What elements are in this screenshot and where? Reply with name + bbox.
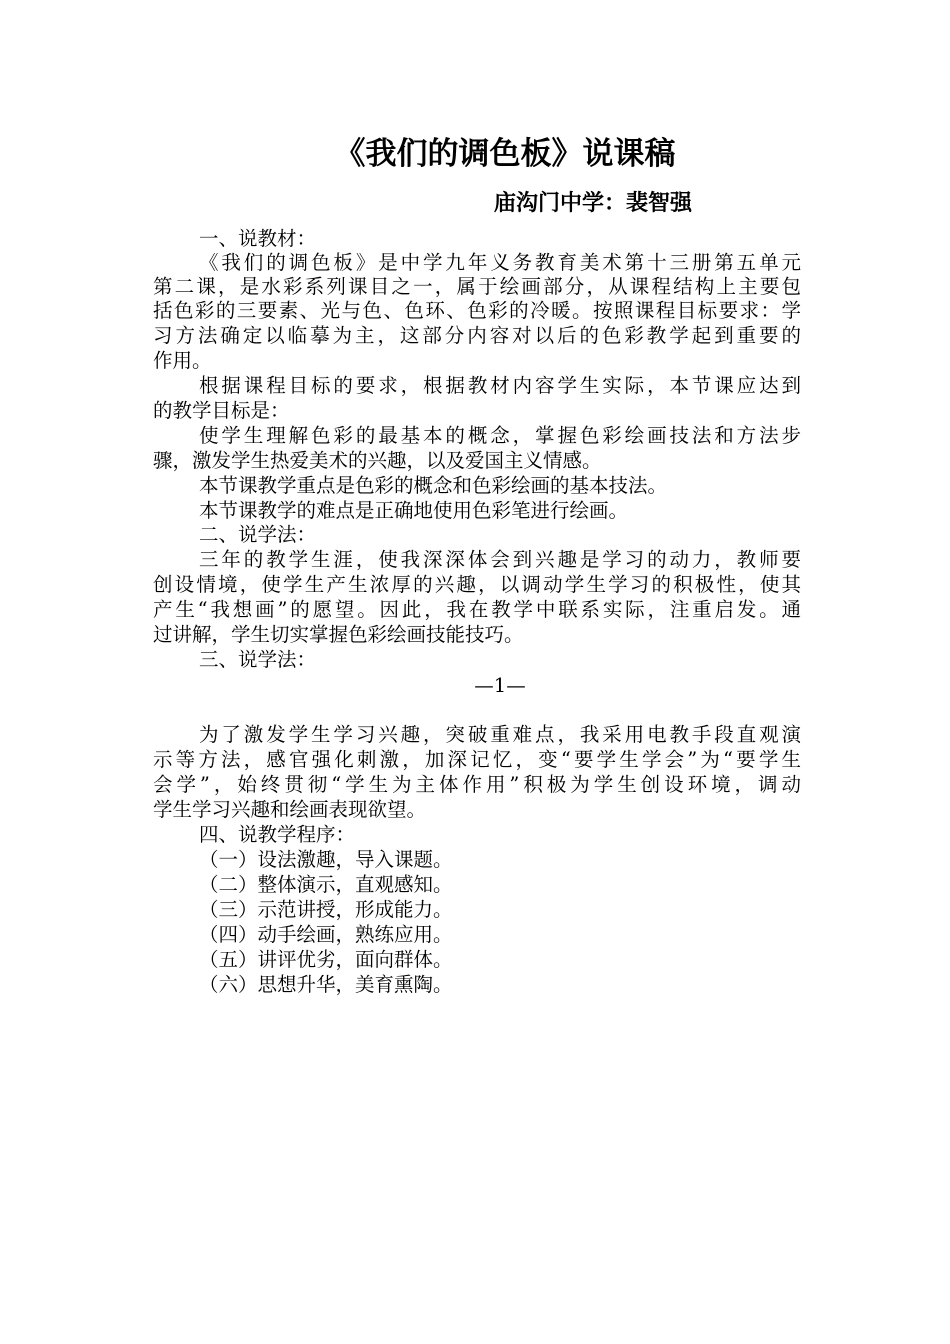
list-item: （四）动手绘画，熟练应用。 [199, 923, 453, 946]
list-item: （六）思想升华，美育熏陶。 [199, 973, 453, 996]
section-heading: 三、说学法： [199, 648, 317, 671]
section-heading: 二、说学法： [199, 523, 317, 546]
list-item: （三）示范讲授，形成能力。 [199, 898, 453, 921]
text-line: 示等方法，感官强化刺激，加深记忆，变“要学生学会”为“要学生 [153, 748, 801, 771]
text-line: 创设情境，使学生产生浓厚的兴趣，以调动学生学习的积极性，使其 [153, 573, 801, 596]
page-number: —1— [474, 674, 526, 697]
list-item: （一）设法激趣，导入课题。 [199, 848, 453, 871]
text-line: 学生学习兴趣和绘画表现欲望。 [153, 798, 427, 821]
text-line: 的教学目标是： [153, 399, 290, 422]
text-line: 三年的教学生涯，使我深深体会到兴趣是学习的动力，教师要 [199, 548, 801, 571]
text-line: 本节课教学的难点是正确地使用色彩笔进行绘画。 [199, 499, 629, 522]
text-line: 会学”，始终贯彻“学生为主体作用”积极为学生创设环境，调动 [153, 773, 801, 796]
text-line: 使学生理解色彩的最基本的概念，掌握色彩绘画技法和方法步 [199, 424, 801, 447]
author-line: 庙沟门中学：裴智强 [493, 191, 692, 216]
text-line: 本节课教学重点是色彩的概念和色彩绘画的基本技法。 [199, 474, 668, 497]
text-line: 产生“我想画”的愿望。因此，我在教学中联系实际，注重启发。通 [153, 598, 801, 621]
section-heading: 一、说教材： [199, 227, 317, 250]
list-item: （五）讲评优劣，面向群体。 [199, 948, 453, 971]
section-heading: 四、说教学程序： [199, 823, 356, 846]
text-line: 括色彩的三要素、光与色、色环、色彩的冷暖。按照课程目标要求：学 [153, 299, 801, 322]
text-line: 过讲解，学生切实掌握色彩绘画技能技巧。 [153, 623, 524, 646]
text-line: 为了激发学生学习兴趣，突破重难点，我采用电教手段直观演 [199, 723, 801, 746]
text-line: 第二课，是水彩系列课目之一，属于绘画部分，从课程结构上主要包 [153, 275, 801, 298]
text-line: 骤，激发学生热爱美术的兴趣，以及爱国主义情感。 [153, 449, 602, 472]
text-line: 根据课程目标的要求，根据教材内容学生实际，本节课应达到 [199, 374, 801, 397]
text-line: 作用。 [153, 349, 212, 372]
text-line: 习方法确定以临摹为主，这部分内容对以后的色彩教学起到重要的 [153, 324, 801, 347]
document-title: 《我们的调色板》说课稿 [334, 136, 676, 172]
list-item: （二）整体演示，直观感知。 [199, 873, 453, 896]
text-line: 《我们的调色板》是中学九年义务教育美术第十三册第五单元 [199, 251, 801, 274]
